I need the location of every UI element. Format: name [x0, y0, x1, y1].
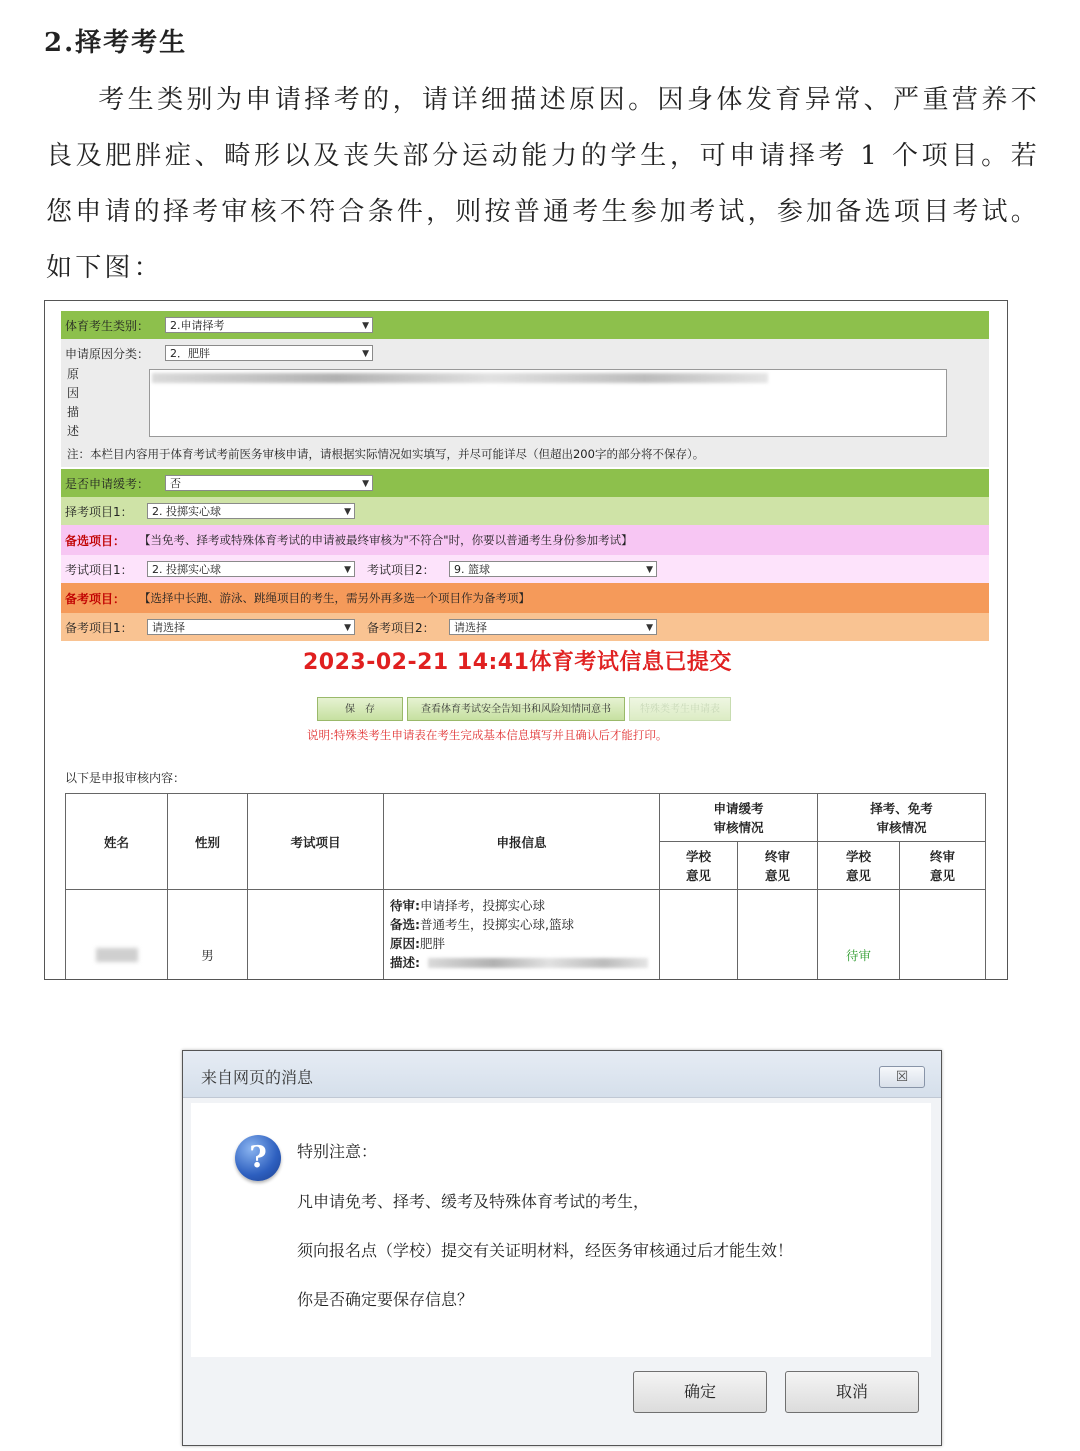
info-pending-label: 待审:	[390, 898, 420, 913]
alt-section-note: 【当免考、择考或特殊体育考试的申请被最终审核为"不符合"时，你要以普通考生身份参加考试】	[139, 533, 633, 547]
backup-item1-label: 备考项目1：	[65, 621, 133, 635]
category-row	[61, 311, 989, 339]
chevron-down-icon: ▼	[362, 479, 369, 489]
defer-select-value: 否	[170, 477, 181, 490]
save-button[interactable]: 保 存	[317, 697, 403, 721]
info-reason: 肥胖	[420, 936, 446, 951]
cell-name	[66, 890, 168, 981]
submitted-message: 2023-02-21 14:41体育考试信息已提交	[303, 650, 732, 675]
close-icon[interactable]: ☒	[879, 1066, 925, 1088]
exam-items-row	[61, 555, 989, 583]
info-desc-label: 描述:	[390, 955, 420, 970]
ok-button[interactable]: 确定	[633, 1371, 767, 1413]
question-icon: ?	[235, 1135, 281, 1181]
reason-desc-textarea[interactable]	[149, 369, 947, 437]
header-name: 姓名	[66, 794, 168, 890]
backup-items-row	[61, 613, 989, 641]
dialog-line-3: 须向报名点（学校）提交有关证明材料，经医务审核通过后才能生效！	[297, 1241, 794, 1260]
backup-item2-label: 备考项目2：	[367, 621, 435, 635]
backup-item1-select-value: 请选择	[152, 621, 185, 634]
cell-exam-items	[248, 890, 384, 981]
redacted-name	[96, 948, 138, 962]
exam-item1-select-value: 2. 投掷实心球	[152, 563, 221, 576]
alt-section-header	[61, 525, 989, 555]
reason-category-label: 申请原因分类：	[65, 347, 150, 361]
header-defer-final: 终审 意见	[738, 842, 818, 890]
alt-section-label: 备选项目：	[65, 534, 126, 548]
backup-section-label: 备考项目：	[65, 592, 126, 606]
category-select[interactable]	[165, 317, 373, 333]
choose-item1-select[interactable]	[147, 503, 355, 519]
exam-item2-label: 考试项目2：	[367, 563, 435, 577]
cell-defer-final	[738, 890, 818, 981]
choose-item1-label: 择考项目1：	[65, 505, 133, 519]
chevron-down-icon: ▼	[362, 321, 369, 331]
review-intro: 以下是申报审核内容：	[65, 771, 186, 785]
chevron-down-icon: ▼	[646, 565, 653, 575]
header-declare-info: 申报信息	[384, 794, 660, 890]
dialog-body	[191, 1103, 931, 1357]
reason-desc-label: 原因描述	[67, 367, 80, 438]
cell-choose-school: 待审	[818, 890, 900, 981]
chevron-down-icon: ▼	[344, 507, 351, 517]
chevron-down-icon: ▼	[344, 623, 351, 633]
exam-item2-select[interactable]	[449, 561, 657, 577]
exam-item1-select[interactable]	[147, 561, 355, 577]
category-select-value: 2.申请择考	[170, 319, 225, 332]
table-row	[66, 890, 986, 981]
dialog-title: 来自网页的消息	[201, 1068, 314, 1087]
chevron-down-icon: ▼	[362, 349, 369, 359]
cell-declare-info	[384, 890, 660, 981]
redacted-text	[428, 958, 648, 968]
chevron-down-icon: ▼	[344, 565, 351, 575]
document-heading: 2.择考考生	[44, 28, 188, 58]
print-form-button[interactable]: 特殊类考生申请表	[629, 697, 731, 721]
dialog-line-1: 特别注意：	[297, 1142, 378, 1161]
header-defer-review: 申请缓考 审核情况	[660, 794, 818, 842]
defer-label: 是否申请缓考：	[65, 477, 150, 491]
print-explain-text: 说明:特殊类考生申请表在考生完成基本信息填写并且确认后才能打印。	[307, 728, 668, 742]
reason-group	[61, 339, 989, 467]
category-label: 体育考生类别：	[65, 319, 150, 333]
info-alt-label: 备选:	[390, 917, 420, 932]
chevron-down-icon: ▼	[646, 623, 653, 633]
dialog-line-2: 凡申请免考、择考、缓考及特殊体育考试的考生，	[297, 1192, 650, 1211]
choose-item1-select-value: 2. 投掷实心球	[152, 505, 221, 518]
reason-category-select-value: 2．肥胖	[170, 347, 210, 360]
cell-choose-final	[900, 890, 986, 981]
header-gender: 性别	[168, 794, 248, 890]
form-screenshot	[44, 300, 1008, 980]
info-reason-label: 原因:	[390, 936, 420, 951]
view-notice-button[interactable]: 查看体育考试安全告知书和风险知情同意书	[407, 697, 625, 721]
dialog-titlebar	[183, 1051, 941, 1098]
document-paragraph-text: 考生类别为申请择考的，请详细描述原因。因身体发育异常、严重营养不良及肥胖症、畸形以及丧失部分运动能力的学生，可申请择考 1 个项目。若您申请的择考审核不符合条件，则按普通考生参加考试，参加备选项目考试。如下图：	[46, 85, 1040, 283]
header-choose-review: 择考、免考 审核情况	[818, 794, 986, 842]
confirm-dialog	[182, 1050, 942, 1446]
exam-item1-label: 考试项目1：	[65, 563, 133, 577]
cancel-button[interactable]: 取消	[785, 1371, 919, 1413]
backup-item2-select[interactable]	[449, 619, 657, 635]
defer-select[interactable]	[165, 475, 373, 491]
cell-defer-school	[660, 890, 738, 981]
reason-category-select[interactable]	[165, 345, 373, 361]
choose-item-row	[61, 497, 989, 525]
defer-row	[61, 469, 989, 497]
backup-item1-select[interactable]	[147, 619, 355, 635]
review-table	[65, 793, 986, 980]
cell-gender: 男	[168, 890, 248, 981]
header-exam-items: 考试项目	[248, 794, 384, 890]
backup-section-note: 【选择中长跑、游泳、跳绳项目的考生，需另外再多选一个项目作为备考项】	[139, 591, 530, 605]
info-alt: 普通考生，投掷实心球,篮球	[420, 917, 574, 932]
reason-note: 注：本栏目内容用于体育考试考前医务审核申请，请根据实际情况如实填写，并尽可能详尽（但超出200字的部分将不保存）。	[67, 447, 705, 461]
document-paragraph	[46, 72, 1040, 296]
backup-item2-select-value: 请选择	[454, 621, 487, 634]
dialog-line-4: 你是否确定要保存信息？	[297, 1290, 474, 1309]
info-pending: 申请择考，投掷实心球	[420, 898, 546, 913]
exam-item2-select-value: 9. 篮球	[454, 563, 490, 576]
header-choose-final: 终审 意见	[900, 842, 986, 890]
header-defer-school: 学校 意见	[660, 842, 738, 890]
backup-section-header	[61, 583, 989, 613]
header-choose-school: 学校 意见	[818, 842, 900, 890]
redacted-text	[152, 373, 768, 383]
